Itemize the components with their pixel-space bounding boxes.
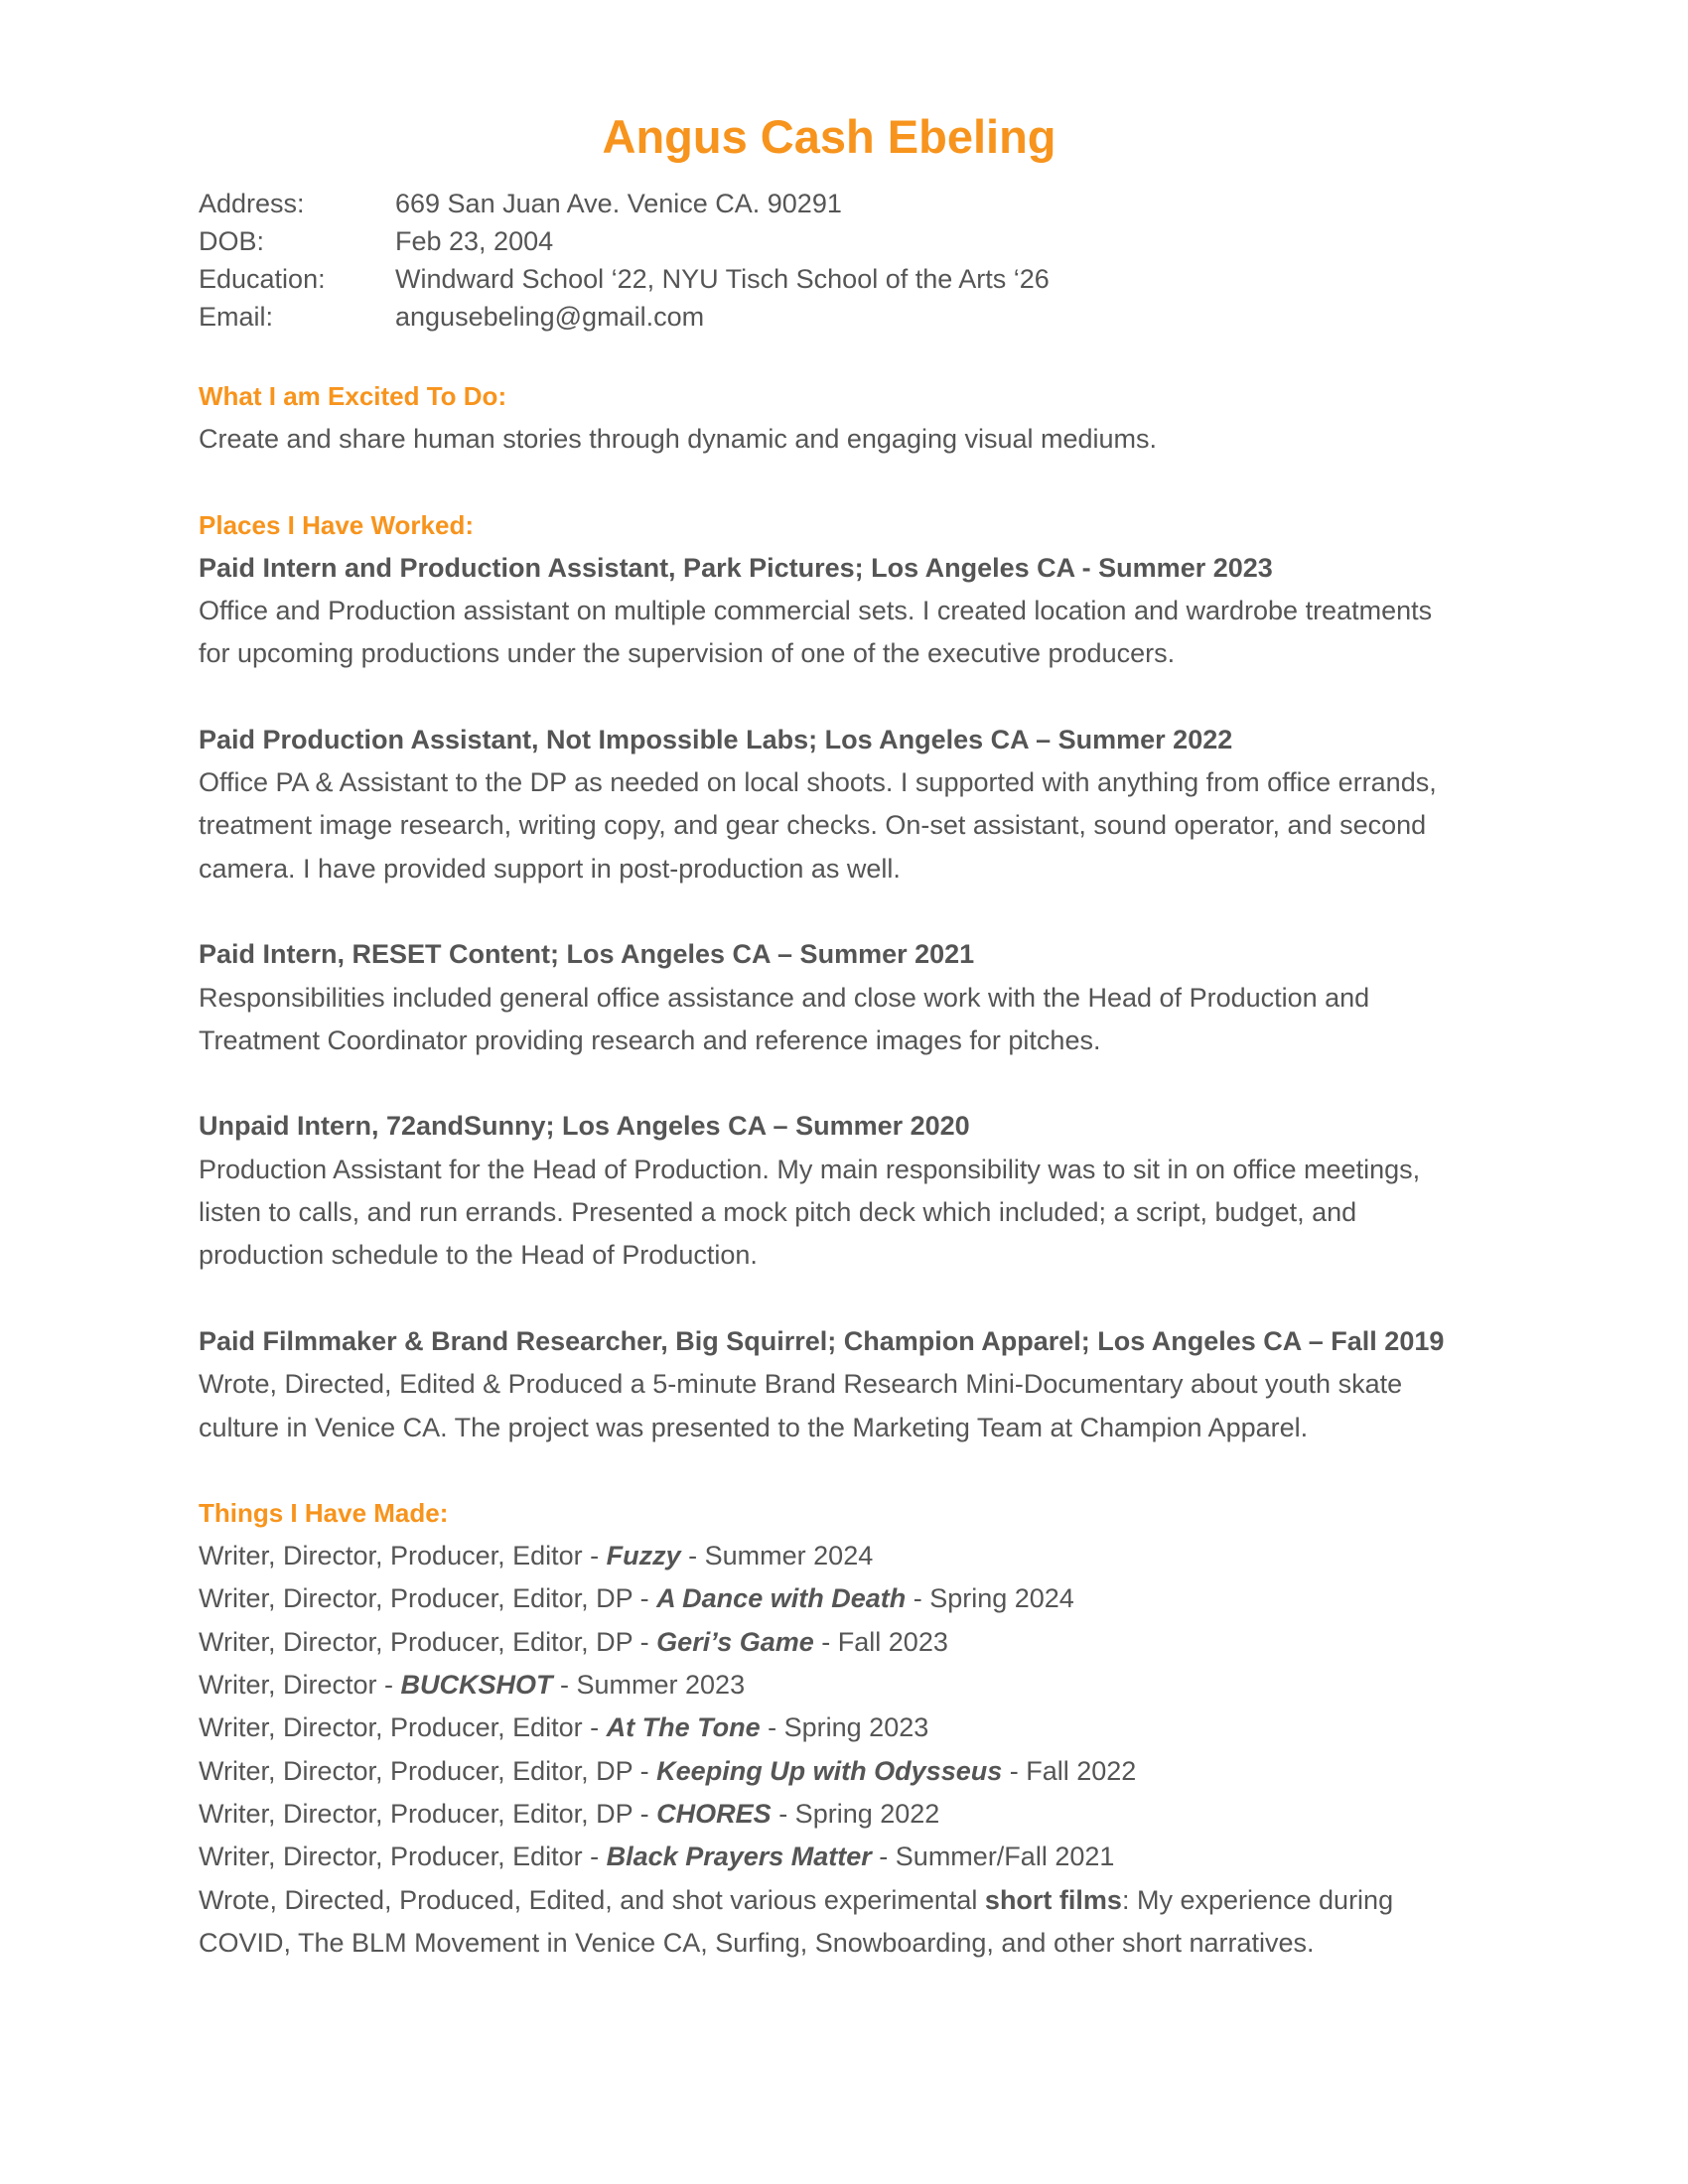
job-entry [199,1320,1460,1449]
info-label: DOB: [199,226,265,256]
info-row-email [199,298,1460,336]
made-item: Writer, Director, Producer, Editor - Black Prayers Matter - Summer/Fall 2021 [199,1842,1115,1872]
made-item: Writer, Director - BUCKSHOT - Summer 2023 [199,1670,746,1701]
made-item: Writer, Director, Producer, Editor, DP - Keeping Up with Odysseus - Fall 2022 [199,1755,1137,1786]
info-label: Address: [199,189,305,218]
job-title: Paid Production Assistant, Not Impossible Labs; Los Angeles CA – Summer 2022 [199,724,1233,754]
info-label: Education: [199,264,326,294]
contact-info [199,185,1460,336]
made-item: Writer, Director, Producer, Editor, DP - A Dance with Death - Spring 2024 [199,1583,1074,1614]
info-value: Feb 23, 2004 [395,226,554,256]
info-value: Windward School ‘22, NYU Tisch School of the Arts ‘26 [395,264,1050,294]
info-row-dob [199,222,1460,260]
section-title-excited: What I am Excited To Do: [199,381,507,411]
job-description: Office and Production assistant on multiple commercial sets. I created location and wardrobe treatments for upcoming productions under the supervision of one of the executive producers. [199,595,1433,669]
job-description: Wrote, Directed, Edited & Produced a 5-minute Brand Research Mini-Documentary about youth skate culture in Venice CA. The project was presented to the Marketing Team at Champion Apparel. [199,1369,1403,1442]
job-title: Paid Intern and Production Assistant, Park Pictures; Los Angeles CA - Summer 2023 [199,552,1273,583]
made-item: Writer, Director, Producer, Editor, DP - CHORES - Spring 2022 [199,1798,940,1829]
job-entry [199,933,1460,1062]
made-item: Writer, Director, Producer, Editor - Fuzzy - Summer 2024 [199,1541,874,1571]
job-entry [199,547,1460,676]
info-value: 669 San Juan Ave. Venice CA. 90291 [395,189,842,218]
info-row-address [199,185,1460,222]
job-title: Paid Intern, RESET Content; Los Angeles CA – Summer 2021 [199,939,975,970]
section-title-worked: Places I Have Worked: [199,509,474,540]
section-title-made: Things I Have Made: [199,1498,449,1529]
job-title: Unpaid Intern, 72andSunny; Los Angeles CA – Summer 2020 [199,1111,970,1142]
email-value[interactable]: angusebeling@gmail.com [395,302,705,332]
made-closing: Wrote, Directed, Produced, Edited, and shot various experimental short films: My experience during COVID, The BLM Movement in Venice CA, Surfing, Snowboarding, and other short narratives. [199,1884,1394,1958]
made-item: Writer, Director, Producer, Editor - At The Tone - Spring 2023 [199,1712,929,1743]
job-entry [199,1105,1460,1277]
job-title: Paid Filmmaker & Brand Researcher, Big Squirrel; Champion Apparel; Los Angeles CA – Fall 2019 [199,1325,1445,1356]
job-description: Office PA & Assistant to the DP as needed on local shoots. I supported with anything from office errands, treatment image research, writing copy, and gear checks. On-set assistant, sound operator, and second camera. I have provided support in post-production as well. [199,767,1437,884]
resume-name: Angus Cash Ebeling [602,110,1056,163]
made-list [199,1535,1460,1965]
info-row-education [199,260,1460,298]
job-entry [199,719,1460,890]
made-item: Writer, Director, Producer, Editor, DP - Geri’s Game - Fall 2023 [199,1626,948,1657]
job-description: Production Assistant for the Head of Production. My main responsibility was to sit in on office meetings, listen to calls, and run errands. Presented a mock pitch deck which included; a script, budget, and production schedule to the Head of Production. [199,1154,1421,1271]
info-label: Email: [199,302,274,332]
excited-text: Create and share human stories through dynamic and engaging visual mediums. [199,424,1158,454]
job-description: Responsibilities included general office assistance and close work with the Head of Production and Treatment Coordinator providing research and reference images for pitches. [199,982,1370,1055]
